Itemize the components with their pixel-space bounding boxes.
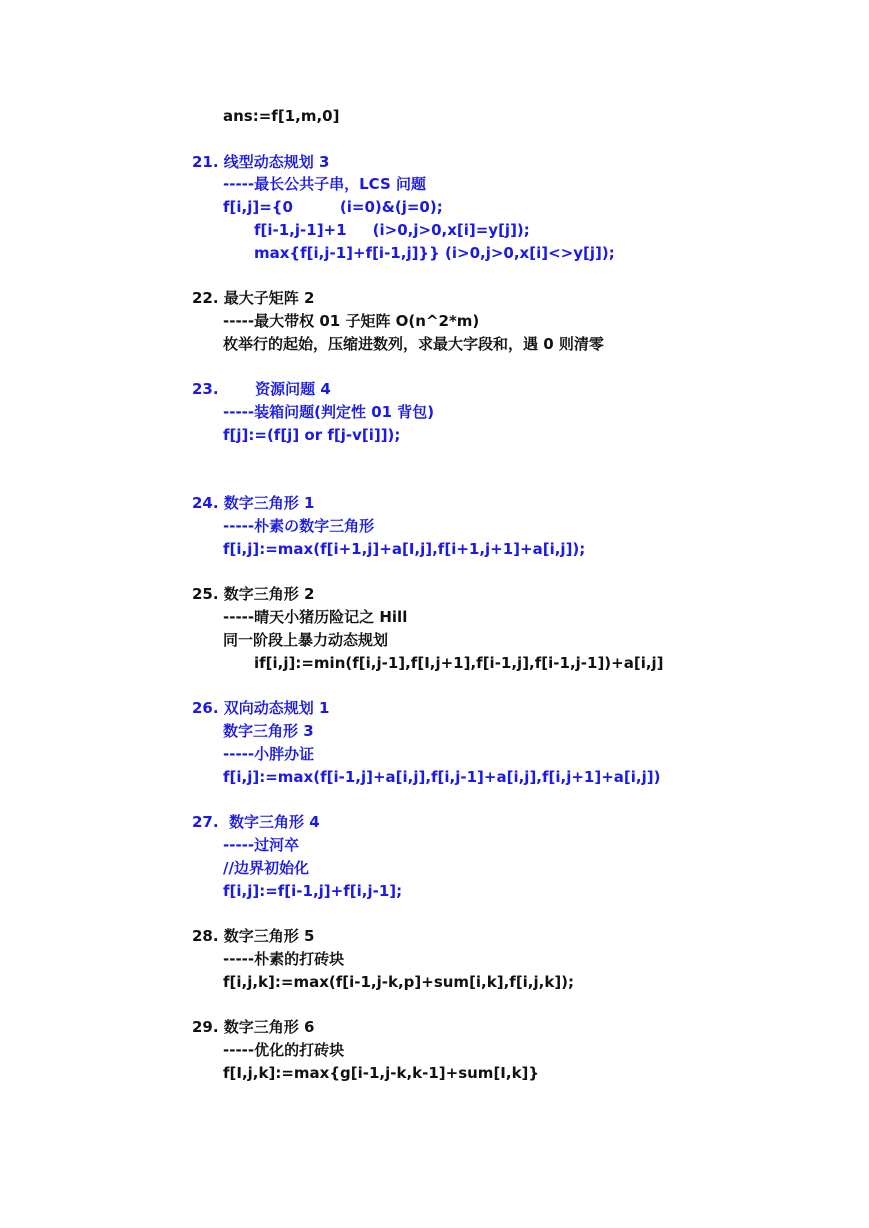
code-line: f[i-1,j-1]+1 (i>0,j>0,x[i]=y[j]); [254, 221, 530, 239]
section-heading-21: 21. 线型动态规划 3 [192, 153, 330, 171]
code-line: if[i,j]:=min(f[i,j-1],f[I,j+1],f[i-1,j],f[i-1,j-1])+a[i,j] [254, 654, 664, 672]
code-line: f[i,j]:=f[i-1,j]+f[i,j-1]; [223, 882, 403, 900]
code-line: f[i,j]:=max(f[i+1,j]+a[I,j],f[i+1,j+1]+a[i,j]); [223, 540, 586, 558]
code-line: f[i,j,k]:=max(f[i-1,j-k,p]+sum[i,k],f[i,j,k]); [223, 973, 575, 991]
section-heading-29: 29. 数字三角形 6 [192, 1018, 315, 1036]
section-heading-27: 27. 数字三角形 4 [192, 813, 320, 831]
section-heading-24: 24. 数字三角形 1 [192, 494, 315, 512]
section-subtitle: -----最长公共子串，LCS 问题 [223, 175, 426, 193]
section-subtitle: 数字三角形 3 [223, 722, 314, 740]
section-heading-25: 25. 数字三角形 2 [192, 585, 315, 603]
section-heading-26: 26. 双向动态规划 1 [192, 699, 330, 717]
section-heading-22: 22. 最大子矩阵 2 [192, 289, 315, 307]
code-line: f[i,j]={0 (i=0)&(j=0); [223, 198, 443, 216]
code-line: max{f[i,j-1]+f[i-1,j]}} (i>0,j>0,x[i]<>y[j]); [254, 244, 615, 262]
section-subtitle: -----小胖办证 [223, 745, 315, 763]
code-comment: //边界初始化 [223, 859, 309, 877]
section-subtitle: -----晴天小猪历险记之 Hill [223, 608, 408, 626]
section-subtitle: -----最大带权 01 子矩阵 O(n^2*m) [223, 312, 480, 330]
section-subtitle: -----朴素的打砖块 [223, 950, 345, 968]
section-subtitle: -----过河卒 [223, 836, 300, 854]
section-heading-28: 28. 数字三角形 5 [192, 927, 315, 945]
description-line: 枚举行的起始，压缩进数列，求最大字段和，遇 0 则清零 [223, 335, 604, 353]
section-heading-23: 23. 资源问题 4 [192, 380, 331, 398]
section-subtitle: -----装箱问题(判定性 01 背包) [223, 403, 435, 421]
code-line: f[i,j]:=max(f[i-1,j]+a[i,j],f[i,j-1]+a[i,j],f[i,j+1]+a[i,j]) [223, 768, 661, 786]
section-subtitle: -----朴素の数字三角形 [223, 517, 375, 535]
section-subtitle: -----优化的打砖块 [223, 1041, 345, 1059]
description-line: 同一阶段上暴力动态规划 [223, 631, 389, 649]
code-line: f[j]:=(f[j] or f[j-v[i]]); [223, 426, 401, 444]
code-line: ans:=f[1,m,0] [223, 107, 340, 125]
code-line: f[I,j,k]:=max{g[i-1,j-k,k-1]+sum[I,k]} [223, 1064, 540, 1082]
